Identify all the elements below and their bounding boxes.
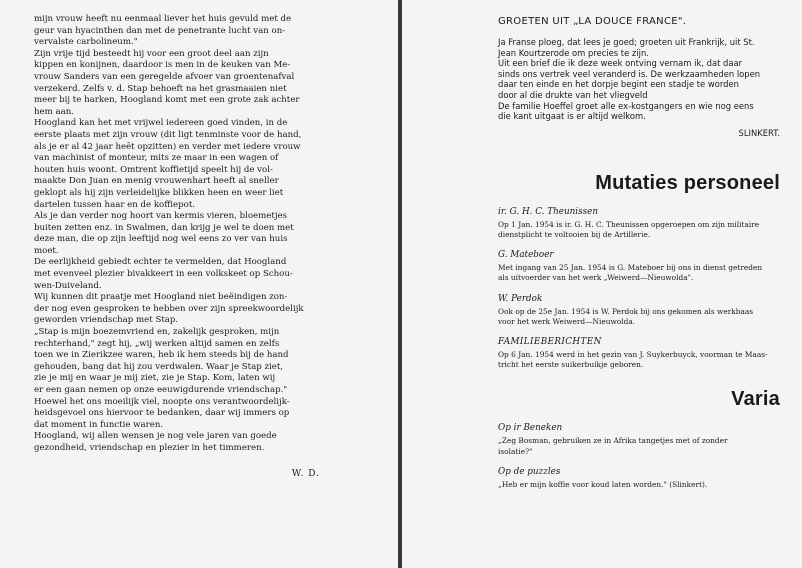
- text-line: Met ingang van 25 Jan. 1954 is G. Mateboer bij ons in dienst getreden: [498, 263, 763, 273]
- entry-subheading: Op ir Beneken: [498, 423, 563, 434]
- text-line: wen-Duiveland.: [34, 280, 102, 291]
- text-line: houten huis woont. Omtrent koffietijd speelt hij de vol-: [34, 164, 273, 175]
- text-line: dienstplicht te voltooien bij de Artillerie.: [498, 229, 651, 239]
- text-line: kippen en konijnen, daardoor is men in de keuken van Me-: [34, 60, 291, 71]
- text-line: Zijn vrije tijd besteedt hij voor een groot deel aan zijn: [34, 48, 269, 59]
- greeting-signature: SLINKERT.: [738, 127, 780, 138]
- text-line: eerste plaats met zijn vrouw (dit ligt tenminste voor de hand,: [34, 129, 302, 140]
- text-line: Wij kunnen dit praatje met Hoogland niet beëindigen zon-: [34, 292, 288, 303]
- entry-body: [498, 436, 780, 456]
- entry-body: [498, 350, 780, 370]
- text-line: hem aan.: [34, 106, 75, 117]
- text-line: Ja Franse ploeg, dat lees je goed; groeten uit Frankrijk, uit St.: [498, 37, 755, 47]
- text-line: „Zeg Bosman, gebruiken ze in Afrika tangetjes met of zonder: [498, 436, 728, 446]
- text-line: mijn vrouw heeft nu eenmaal liever het huis gevuld met de: [34, 14, 292, 24]
- text-line: vervalste carbolineum.": [34, 37, 138, 48]
- text-line: Jean Kourtzerode om precies te zijn.: [498, 47, 649, 58]
- text-line: die kant uitgaat is er altijd welkom.: [498, 111, 646, 122]
- text-line: De familie Hoeffel groet alle ex-kostgangers en wie nog eens: [498, 100, 754, 111]
- varia-heading: Varia: [731, 388, 780, 411]
- text-line: vrouw Sanders van een geregelde afvoer van groentenafval: [34, 71, 295, 82]
- entry-subheading: FAMILIEBERICHTEN: [498, 336, 602, 347]
- greeting-title: GROETEN UIT „LA DOUCE FRANCE".: [498, 16, 687, 27]
- text-line: Op 1 Jan. 1954 is ir. G. H. C. Theunissen opgeroepen om zijn militaire: [498, 219, 760, 229]
- text-line: geworden vriendschap met Stap.: [34, 315, 179, 326]
- text-line: daar ten einde en het dorpje begint een stadje te worden: [498, 79, 739, 90]
- text-line: er een gaan nemen op onze eeuwigdurende vriendschap.": [34, 385, 288, 395]
- entry-subheading: G. Mateboer: [498, 250, 554, 261]
- text-line: Ook op de 25e Jan. 1954 is W. Perdok bij ons gekomen als werkbaas: [498, 306, 754, 316]
- entry-body: [498, 220, 780, 240]
- text-line: heidsgevoel ons hiervoor te bedanken, daar wij immers op: [34, 408, 290, 419]
- text-line: De eerlijkheid gebiedt echter te vermelden, dat Hoogland: [34, 257, 287, 268]
- text-line: voor het werk Weiwerd—Nieuwolda.: [498, 316, 636, 326]
- text-line: dartelen tussen haar en de koffiepot.: [34, 199, 196, 210]
- text-line: Hoogland, wij allen wensen je nog vele jaren van goede: [34, 431, 277, 442]
- text-line: moet.: [34, 245, 59, 256]
- article-hoogland: [34, 14, 380, 455]
- text-line: dat moment in functie waren.: [34, 419, 164, 430]
- text-line: Op 6 Jan. 1954 werd in het gezin van J. Suykerbuyck, voorman te Maas-: [498, 349, 768, 359]
- text-line: door al die drukte van het vliegveld: [498, 89, 648, 100]
- text-line: gehouden, bang dat hij zou verdwalen. Waar je Stap ziet,: [34, 361, 284, 372]
- text-line: „Stap is mijn boezemvriend en, zakelijk gesproken, mijn: [34, 327, 280, 338]
- author-signature: W. D.: [291, 468, 320, 479]
- text-line: geur van hyacinthen dan met de penetrante lucht van on-: [34, 25, 286, 36]
- text-line: als uitvoerder van het werk „Weiwerd—Nieuwolda".: [498, 273, 694, 283]
- left-page: [0, 0, 398, 568]
- text-line: der nog even gesproken te hebben over zijn spreekwoordelijk: [34, 303, 304, 314]
- text-line: „Heb er mijn koffie voor koud laten worden." (Slinkert).: [498, 479, 708, 489]
- text-line: meer bij te harken, Hoogland komt met een grote zak achter: [34, 95, 300, 106]
- text-line: Als je dan verder nog hoort van kermis vieren, bloemetjes: [34, 211, 287, 222]
- right-page: [402, 0, 802, 568]
- text-line: sinds ons vertrek veel veranderd is. De werkzaamheden lopen: [498, 68, 761, 79]
- text-line: geklopt als hij zijn verleidelijke blikken heen en weer liet: [34, 187, 284, 198]
- text-line: isolatie?": [498, 446, 533, 456]
- text-line: van machinist of monteur, mits ze maar in een wagen of: [34, 153, 279, 164]
- text-line: buiten zetten enz. in Swalmen, dan krijg je wel te doen met: [34, 222, 294, 233]
- entry-body: [498, 263, 780, 283]
- text-line: deze man, die op zijn leeftijd nog wel eens zo ver van huis: [34, 234, 288, 245]
- text-line: Hoewel het ons moeilijk viel, noopte ons verantwoordelijk-: [34, 396, 290, 407]
- text-line: met evenveel plezier bivakkeert in een volkskeet op Schou-: [34, 269, 293, 280]
- text-line: als je er al 42 jaar heēt opzitten) en verder met iedere vrouw: [34, 141, 301, 152]
- mutaties-heading: Mutaties personeel: [595, 171, 780, 194]
- text-line: Uit een brief die ik deze week ontving vernam ik, dat daar: [498, 58, 743, 69]
- entry-subheading: Op de puzzles: [498, 466, 561, 477]
- entry-subheading: ir. G. H. C. Theunissen: [498, 206, 599, 217]
- text-line: toen we in Zierikzee waren, heb ik hem steeds bij de hand: [34, 350, 289, 361]
- text-line: gezondheid, vriendschap en plezier in het timmeren.: [34, 442, 265, 453]
- text-line: verzekerd. Zelfs v. d. Stap behoeft na het grasmaaien niet: [34, 83, 287, 94]
- entry-body: [498, 480, 780, 490]
- text-line: tricht het eerste suikerbuikje geboren.: [498, 360, 644, 370]
- entry-subheading: W. Perdok: [498, 293, 543, 304]
- entry-body: [498, 307, 780, 327]
- text-line: Hoogland kan het met vrijwel iedereen goed vinden, in de: [34, 118, 288, 129]
- greeting-body: [498, 37, 780, 122]
- text-line: rechterhand," zegt hij, „wij werken altijd samen en zelfs: [34, 338, 280, 349]
- text-line: zie je mij en waar je mij ziet, zie je Stap. Kom, laten wij: [34, 373, 276, 384]
- text-line: maakte Don Juan en menig vrouwenhart heeft al sneller: [34, 176, 279, 187]
